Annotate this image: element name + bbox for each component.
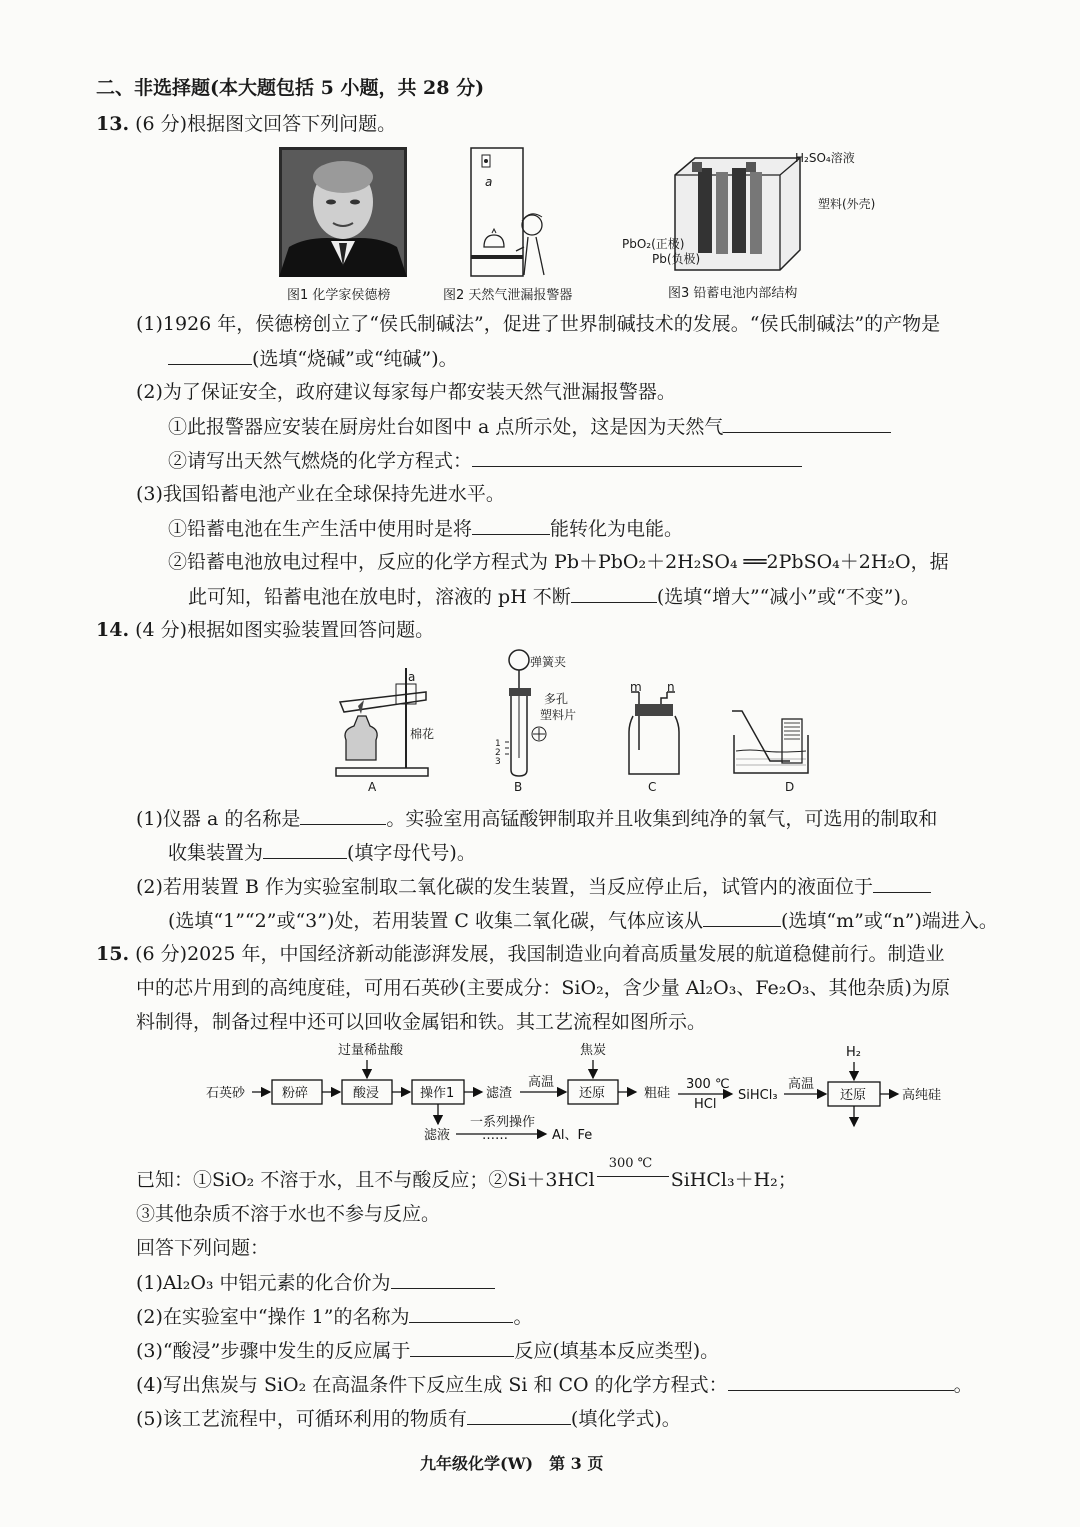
q13-part3-sub1-a: ①铅蓄电池在生产生活中使用时是将: [168, 518, 473, 540]
q14-part1-line2: [168, 840, 476, 865]
apparatus-name-a: A: [368, 780, 377, 794]
process-flow-chart: [200, 1038, 960, 1150]
flow-high-temp-2: 高温: [788, 1077, 815, 1092]
q14-answer-blank-3[interactable]: [873, 874, 931, 893]
q15-reaction-arrow: [595, 1156, 671, 1186]
q15-sub3: [136, 1338, 719, 1363]
q13-header-text: (6 分)根据图文回答下列问题。: [135, 113, 397, 135]
q13-part1-line2: [168, 346, 458, 371]
q15-sub2-a: (2)在实验室中“操作 1”的名称为: [136, 1306, 410, 1328]
level-3: 3: [495, 757, 501, 767]
flow-acid: 酸浸: [353, 1086, 380, 1101]
apparatus-label-porous: 多孔: [544, 692, 569, 706]
fig2-point-a: a: [485, 175, 493, 189]
apparatus-d-diagram: [730, 705, 810, 777]
apparatus-label-n: n: [667, 680, 675, 694]
q15-line2: 中的芯片用到的高纯度硅，可用石英砂(主要成分：SiO₂，含少量 Al₂O₃、Fe₂O₃、其他杂质)为原: [136, 977, 950, 999]
q15-line3: 料制得，制备过程中还可以回收金属铝和铁。其工艺流程如图所示。: [136, 1011, 707, 1033]
q15-sub5: [136, 1406, 681, 1431]
q13-part2-line1: (2)为了保证安全，政府建议每家每户都安装天然气泄漏报警器。: [136, 381, 676, 403]
q13-part3-line1: (3)我国铅蓄电池产业在全球保持先进水平。: [136, 483, 505, 505]
q15-known-b: SiHCl₃＋H₂；: [670, 1169, 797, 1191]
apparatus-c-diagram: [625, 690, 685, 780]
flow-op1: 操作1: [420, 1086, 455, 1101]
fig3-label-negative: Pb(负极): [652, 252, 701, 266]
fig1-caption: 图1 化学家侯德榜: [287, 288, 391, 303]
q13-part3-sub2-line1: ②铅蓄电池放电过程中，反应的化学方程式为 Pb＋PbO₂＋2H₂SO₄ ══2PbSO₄＋2H₂O，据: [168, 551, 949, 573]
q15-sub3-b: 反应(填基本反应类型)。: [514, 1340, 720, 1362]
flow-residue: 滤渣: [486, 1086, 513, 1101]
flow-hcl: HCl: [694, 1097, 717, 1112]
apparatus-label-plastic: 塑料片: [540, 708, 577, 722]
level-1: 1: [495, 739, 501, 749]
flow-temp300: 300 ℃: [686, 1077, 730, 1092]
apparatus-name-c: C: [648, 780, 657, 794]
flow-series: 一系列操作: [470, 1115, 536, 1130]
q15-answer-blank-4[interactable]: [728, 1372, 954, 1391]
q14-part2-line2: [168, 908, 998, 933]
q14-header: [96, 618, 434, 642]
apparatus-label-m: m: [630, 680, 642, 694]
q14-part2-line1: [136, 874, 931, 899]
fig3-label-shell: 塑料(外壳): [818, 197, 876, 211]
q15-sub2: [136, 1304, 533, 1329]
q13-header: [96, 112, 396, 136]
q14-part1-d: (填字母代号)。: [347, 842, 476, 864]
apparatus-a-diagram: [328, 660, 438, 778]
q13-part1-option-text: (选填“烧碱”或“纯碱”)。: [252, 348, 458, 370]
q15-sub3-a: (3)“酸浸”步骤中发生的反应属于: [136, 1340, 411, 1362]
q14-part2-c: (选填“m”或“n”)端进入。: [781, 910, 998, 932]
flow-acid-in: 过量稀盐酸: [338, 1043, 404, 1058]
q15-line1-text: (6 分)2025 年，中国经济新动能澎湃发展，我国制造业向着高质量发展的航道稳健前行。制造业: [135, 943, 945, 965]
q14-answer-blank-4[interactable]: [703, 908, 781, 927]
q14-part2-a: (2)若用装置 B 作为实验室制取二氧化碳的发生装置，当反应停止后，试管内的液面位于: [136, 876, 873, 898]
flow-sihcl3: SiHCl₃: [738, 1088, 778, 1103]
q13-answer-blank-2[interactable]: [723, 414, 891, 433]
q15-sub1-text: (1)Al₂O₃ 中铝元素的化合价为: [136, 1272, 391, 1294]
flow-crude: 粗硅: [644, 1086, 671, 1101]
flow-start: 石英砂: [206, 1086, 246, 1101]
flow-reduce-2: 还原: [840, 1088, 867, 1103]
q15-sub4-a: (4)写出焦炭与 SiO₂ 在高温条件下反应生成 Si 和 CO 的化学方程式：: [136, 1374, 728, 1396]
q15-known-cond: 300 ℃: [608, 1156, 653, 1171]
apparatus-name-d: D: [785, 780, 795, 794]
q14-part1-c: 收集装置为: [168, 842, 264, 864]
q14-part1-line1: [136, 806, 937, 831]
section-heading: 二、非选择题(本大题包括 5 小题，共 28 分): [96, 77, 485, 99]
q13-part2-sub1: [168, 414, 891, 439]
flow-metals: Al、Fe: [552, 1128, 593, 1143]
q13-answer-blank-5[interactable]: [571, 584, 657, 603]
q15-answer-intro: 回答下列问题：: [136, 1237, 270, 1259]
q15-sub4: [136, 1372, 973, 1397]
flow-coke: 焦炭: [580, 1043, 607, 1058]
q15-line1: [96, 942, 944, 966]
q13-part2-sub1-text: ①此报警器应安装在厨房灶台如图中 a 点所示处，这是因为天然气: [168, 416, 724, 438]
flow-high-temp-1: 高温: [528, 1075, 555, 1090]
q15-sub5-a: (5)该工艺流程中，可循环利用的物质有: [136, 1408, 467, 1430]
fig2-caption: 图2 天然气泄漏报警器: [443, 288, 573, 303]
flow-h2: H₂: [846, 1045, 861, 1060]
fig3-label-solution: H₂SO₄溶液: [795, 151, 855, 165]
fig1-portrait-photo: [279, 147, 407, 277]
q13-answer-blank-3[interactable]: [472, 448, 802, 467]
q15-number: 15.: [96, 943, 130, 965]
q13-part3-sub2-line2: [188, 584, 920, 609]
apparatus-name-b: B: [514, 780, 523, 794]
q15-answer-blank-5[interactable]: [467, 1406, 571, 1425]
q15-sub5-b: (填化学式)。: [570, 1408, 681, 1430]
q13-part3-sub1: [168, 516, 683, 541]
q13-part3-sub1-b: 能转化为电能。: [550, 518, 684, 540]
flow-reduce-1: 还原: [579, 1086, 606, 1101]
q14-part1-b: 。实验室用高锰酸钾制取并且收集到纯净的氧气，可选用的制取和: [386, 808, 938, 830]
q15-sub1: [136, 1270, 495, 1295]
q13-answer-blank-4[interactable]: [472, 516, 550, 535]
q15-sub4-b: 。: [953, 1374, 973, 1396]
level-2: 2: [495, 748, 501, 758]
page-footer: 九年级化学(W) 第 3 页: [420, 1454, 604, 1473]
apparatus-label-clamp: 弹簧夹: [530, 655, 567, 669]
q13-answer-blank-1[interactable]: [168, 346, 252, 365]
q15-known-line1: [136, 1156, 797, 1192]
q14-answer-blank-1[interactable]: [300, 806, 386, 825]
flow-dots: ……: [482, 1128, 508, 1143]
q13-part3-sub2-c: (选填“增大”“减小”或“不变”)。: [656, 586, 920, 608]
fig2-gas-alarm-diagram: [470, 147, 550, 277]
q13-number: 13.: [96, 113, 130, 135]
q13-part3-sub2-b: 此可知，铅蓄电池在放电时，溶液的 pH 不断: [188, 586, 571, 608]
fig3-caption: 图3 铅蓄电池内部结构: [668, 286, 798, 301]
apparatus-label-a: a: [408, 670, 416, 684]
q13-part1-line1: (1)1926 年，侯德榜创立了“侯氏制碱法”，促进了世界制碱技术的发展。“侯氏制碱法”的产物是: [136, 313, 941, 335]
q15-answer-blank-2[interactable]: [409, 1304, 513, 1323]
apparatus-label-levels: [495, 740, 501, 767]
q15-known-a: 已知：①SiO₂ 不溶于水，且不与酸反应；②Si＋3HCl: [136, 1169, 595, 1191]
flow-filtrate: 滤液: [424, 1128, 451, 1143]
q14-header-text: (4 分)根据如图实验装置回答问题。: [135, 619, 435, 641]
q14-part1-a: (1)仪器 a 的名称是: [136, 808, 301, 830]
q13-part2-sub2: [168, 448, 802, 473]
fig3-label-positive: PbO₂(正极): [622, 237, 685, 251]
q15-known-line2: ③其他杂质不溶于水也不参与反应。: [136, 1203, 441, 1225]
q14-part2-b: (选填“1”“2”或“3”)处，若用装置 C 收集二氧化碳，气体应该从: [168, 910, 703, 932]
q15-answer-blank-1[interactable]: [391, 1270, 495, 1289]
q15-sub2-b: 。: [513, 1306, 533, 1328]
apparatus-label-cotton: 棉花: [410, 727, 435, 741]
flow-crush: 粉碎: [282, 1086, 309, 1101]
q14-answer-blank-2[interactable]: [263, 840, 347, 859]
flow-pure: 高纯硅: [902, 1088, 942, 1103]
q14-number: 14.: [96, 619, 130, 641]
q13-part2-sub2-text: ②请写出天然气燃烧的化学方程式：: [168, 450, 473, 472]
q15-answer-blank-3[interactable]: [410, 1338, 514, 1357]
